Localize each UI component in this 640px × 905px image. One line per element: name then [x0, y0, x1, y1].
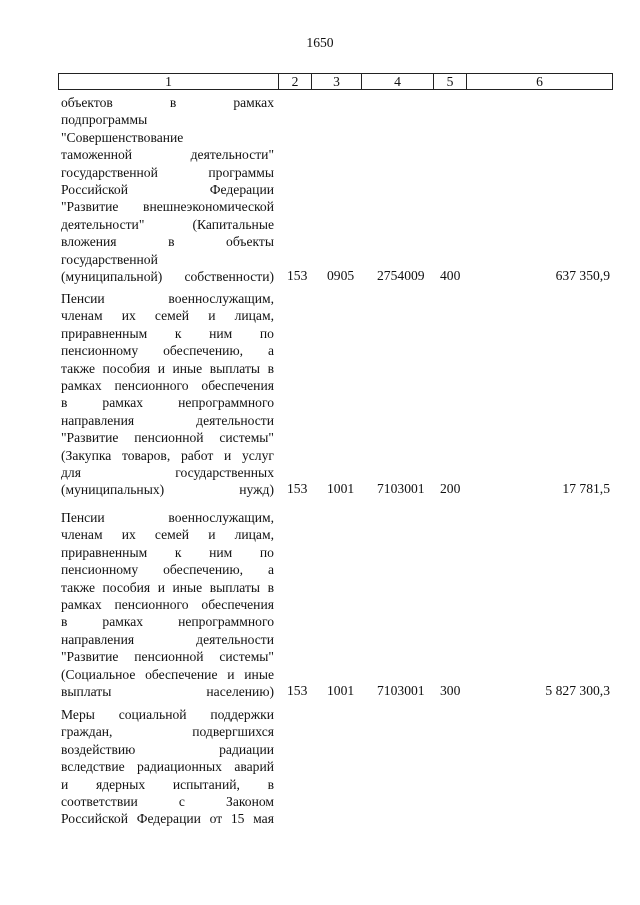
- description-line: граждан, подвергшихся: [61, 724, 274, 740]
- ved-code: 153: [287, 268, 308, 283]
- description-line: соответствии с Законом: [61, 794, 274, 810]
- target-article-code: 7103001: [377, 683, 425, 698]
- description-line: для государственных: [61, 465, 274, 481]
- page-number: 1650: [306, 35, 334, 50]
- header-col-2: 2: [279, 74, 312, 89]
- description-line: Пенсии военнослужащим,: [61, 510, 274, 525]
- description-line: в рамках непрограммного: [61, 395, 274, 411]
- section-code: 1001: [327, 481, 355, 497]
- description-line: (муниципальной) собственности): [61, 269, 274, 285]
- description-line: "Развитие внешнеэкономической: [61, 199, 274, 215]
- sum-value: 5 827 300,3: [545, 683, 610, 698]
- section-code: 0905: [327, 268, 355, 283]
- description-line: рамках пенсионного обеспечения: [61, 378, 274, 394]
- description-line: государственной программы: [61, 164, 274, 180]
- description-line: также пособия и иные выплаты в: [61, 360, 274, 376]
- row-description: [61, 706, 274, 828]
- description-line: "Развитие пенсионной системы": [61, 649, 274, 665]
- description-line: (Социальное обеспечение и иные: [61, 666, 274, 682]
- table-header: [58, 73, 613, 90]
- description-line: также пособия и иные выплаты в: [61, 579, 274, 595]
- target-article-code: 7103001: [377, 481, 425, 497]
- description-line: деятельности" (Капитальные: [61, 216, 274, 232]
- description-line: Российской Федерации: [61, 182, 274, 198]
- description-line: воздействию радиации: [61, 741, 274, 757]
- header-col-3: 3: [312, 74, 362, 89]
- description-line: направления деятельности: [61, 631, 274, 647]
- row-description: [61, 94, 274, 285]
- description-line: "Развитие пенсионной системы": [61, 430, 274, 446]
- expense-type-code: 200: [440, 481, 461, 497]
- description-line: (Закупка товаров, работ и услуг: [61, 447, 274, 463]
- description-line: государственной: [61, 251, 158, 267]
- description-line: вследствие радиационных аварий: [61, 759, 274, 775]
- description-line: Пенсии военнослужащим,: [61, 291, 274, 306]
- description-line: приравненным к ним по: [61, 325, 274, 341]
- description-line: в рамках непрограммного: [61, 614, 274, 630]
- expense-type-code: 400: [440, 268, 461, 283]
- ved-code: 153: [287, 683, 308, 698]
- section-code: 1001: [327, 683, 355, 698]
- target-article-code: 2754009: [377, 268, 425, 283]
- description-line: пенсионному обеспечению, а: [61, 562, 274, 578]
- description-line: Меры социальной поддержки: [61, 707, 274, 722]
- description-line: пенсионному обеспечению, а: [61, 343, 274, 359]
- description-line: Российской Федерации от 15 мая: [61, 811, 274, 827]
- description-line: выплаты населению): [61, 684, 274, 700]
- header-col-5: 5: [434, 74, 467, 89]
- header-col-4: 4: [362, 74, 434, 89]
- description-line: таможенной деятельности": [61, 147, 274, 163]
- row-description: [61, 290, 274, 499]
- description-line: подпрограммы: [61, 112, 148, 128]
- header-col-1: 1: [59, 74, 279, 89]
- description-line: членам их семей и лицам,: [61, 308, 274, 324]
- row-description: [61, 509, 274, 700]
- description-line: членам их семей и лицам,: [61, 527, 274, 543]
- description-line: приравненным к ним по: [61, 544, 274, 560]
- expense-type-code: 300: [440, 683, 461, 698]
- description-line: рамках пенсионного обеспечения: [61, 597, 274, 613]
- description-line: и ядерных испытаний, в: [61, 776, 274, 792]
- description-line: вложения в объекты: [61, 234, 274, 250]
- ved-code: 153: [287, 481, 308, 497]
- description-line: (муниципальных) нужд): [61, 482, 274, 498]
- header-col-6: 6: [536, 74, 543, 89]
- description-line: "Совершенствование: [61, 129, 184, 145]
- sum-value: 17 781,5: [562, 481, 610, 497]
- description-line: объектов в рамках: [61, 95, 274, 110]
- sum-value: 637 350,9: [555, 268, 610, 283]
- description-line: направления деятельности: [61, 412, 274, 428]
